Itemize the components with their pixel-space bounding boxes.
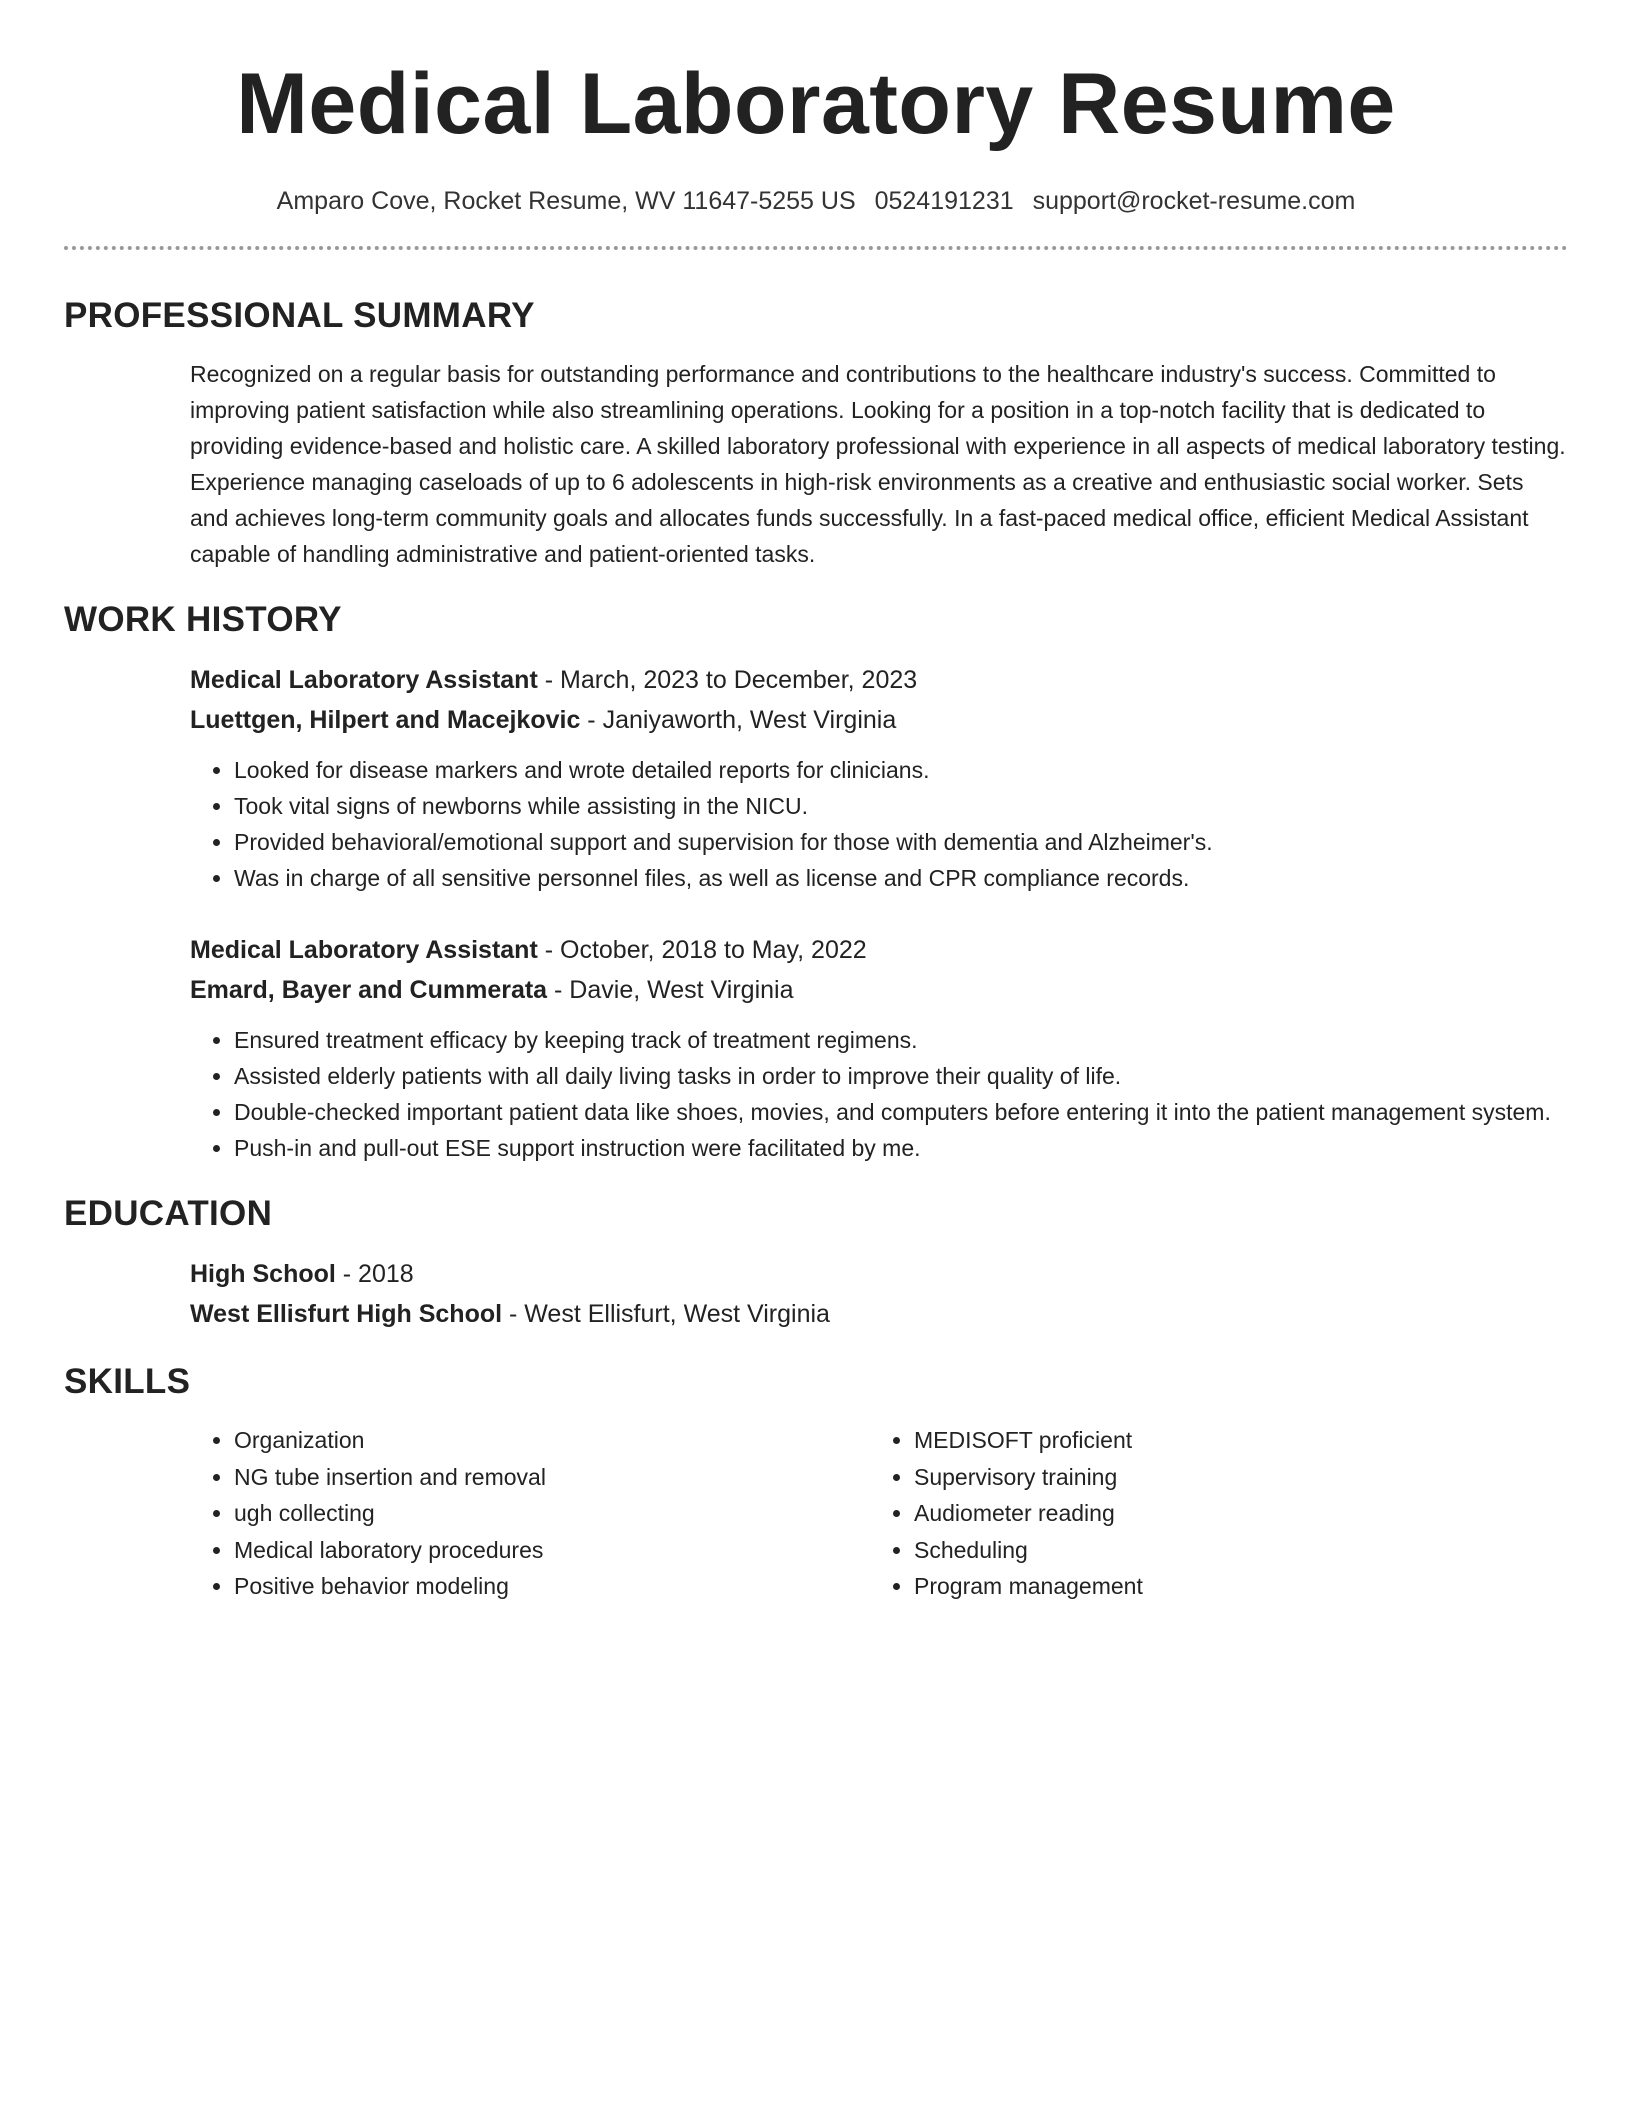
job-title-line — [190, 930, 1566, 970]
summary-body — [64, 356, 1568, 572]
skills-columns — [190, 1422, 1566, 1605]
education-school: West Ellisfurt High School — [190, 1300, 503, 1328]
job-company: Luettgen, Hilpert and Macejkovic — [190, 706, 581, 734]
job-dates: - March, 2023 to December, 2023 — [537, 666, 918, 694]
resume-title: Medical Laboratory Resume — [236, 56, 1396, 152]
contact-email: support@rocket-resume.com — [1032, 187, 1356, 215]
education-section — [64, 1192, 1568, 1334]
job-bullet: • Provided behavioral/emotional support and supervision for those with dementia and Alzheimer's. — [234, 824, 1566, 860]
job-bullet: • Double-checked important patient data like shoes, movies, and computers before entering it into the patient management system. — [234, 1094, 1566, 1130]
skill-item: • Audiometer reading — [914, 1495, 1143, 1532]
job-title: Medical Laboratory Assistant — [190, 666, 538, 694]
summary-heading: PROFESSIONAL SUMMARY — [64, 296, 535, 335]
job-bullets — [190, 1022, 1566, 1166]
education-year: - 2018 — [335, 1260, 414, 1288]
job-bullet: • Was in charge of all sensitive personnel files, as well as license and CPR compliance records. — [234, 860, 1566, 896]
skill-item: • NG tube insertion and removal — [234, 1459, 870, 1496]
job-bullet: • Took vital signs of newborns while assisting in the NICU. — [234, 788, 1566, 824]
job-entry — [190, 660, 1566, 896]
job-location: - Janiyaworth, West Virginia — [580, 706, 897, 734]
header-divider — [64, 246, 1568, 250]
skill-item: • Program management — [914, 1568, 1143, 1605]
job-bullet: • Push-in and pull-out ESE support instruction were facilitated by me. — [234, 1130, 1566, 1166]
work-history-body — [64, 660, 1568, 1166]
work-history-section — [64, 598, 1568, 1166]
job-title: Medical Laboratory Assistant — [190, 936, 538, 964]
skill-item: • Medical laboratory procedures — [234, 1532, 870, 1569]
education-heading: EDUCATION — [64, 1194, 273, 1233]
job-bullets — [190, 752, 1566, 896]
job-bullet: • Assisted elderly patients with all daily living tasks in order to improve their quality of life. — [234, 1058, 1566, 1094]
work-history-heading: WORK HISTORY — [64, 600, 342, 639]
skills-left-list — [190, 1422, 870, 1605]
job-company-line — [190, 700, 1566, 740]
skills-body — [64, 1422, 1568, 1605]
summary-section — [64, 294, 1568, 572]
skill-item: • Organization — [234, 1422, 870, 1459]
skill-item: • Positive behavior modeling — [234, 1568, 870, 1605]
job-company-line — [190, 970, 1566, 1010]
job-location: - Davie, West Virginia — [547, 976, 794, 1004]
job-company: Emard, Bayer and Cummerata — [190, 976, 548, 1004]
skill-item: • ugh collecting — [234, 1495, 870, 1532]
skill-item: • Scheduling — [914, 1532, 1143, 1569]
job-bullet: • Ensured treatment efficacy by keeping track of treatment regimens. — [234, 1022, 1566, 1058]
skills-heading: SKILLS — [64, 1362, 191, 1401]
education-body — [64, 1254, 1568, 1334]
education-school-line — [190, 1294, 1566, 1334]
education-degree-line — [190, 1254, 1566, 1294]
contact-line — [64, 184, 1568, 218]
skills-section — [64, 1360, 1568, 1605]
skills-right-list — [870, 1422, 1143, 1605]
education-location: - West Ellisfurt, West Virginia — [502, 1300, 830, 1328]
job-entry — [190, 930, 1566, 1166]
job-dates: - October, 2018 to May, 2022 — [537, 936, 867, 964]
summary-text: Recognized on a regular basis for outstanding performance and contributions to the healthcare industry's success. Committed to improving patient satisfaction while also streamlining operations. Looking for a position in a top-notch facility that is dedicated to providing evidence-based and holistic care. A skilled laboratory professional with experience in all aspects of medical laboratory testing. Experience managing caseloads of up to 6 adolescents in high-risk environments as a creative and enthusiastic social worker. Sets and achieves long-term community goals and allocates funds successfully. In a fast-paced medical office, efficient Medical Assistant capable of handling administrative and patient-oriented tasks. — [190, 361, 1566, 567]
contact-address: Amparo Cove, Rocket Resume, WV 11647-5255 US — [276, 187, 856, 215]
job-bullet: • Looked for disease markers and wrote detailed reports for clinicians. — [234, 752, 1566, 788]
job-title-line — [190, 660, 1566, 700]
contact-phone: 0524191231 — [874, 187, 1014, 215]
skill-item: • Supervisory training — [914, 1459, 1143, 1496]
education-degree: High School — [190, 1260, 336, 1288]
skill-item: • MEDISOFT proficient — [914, 1422, 1143, 1459]
